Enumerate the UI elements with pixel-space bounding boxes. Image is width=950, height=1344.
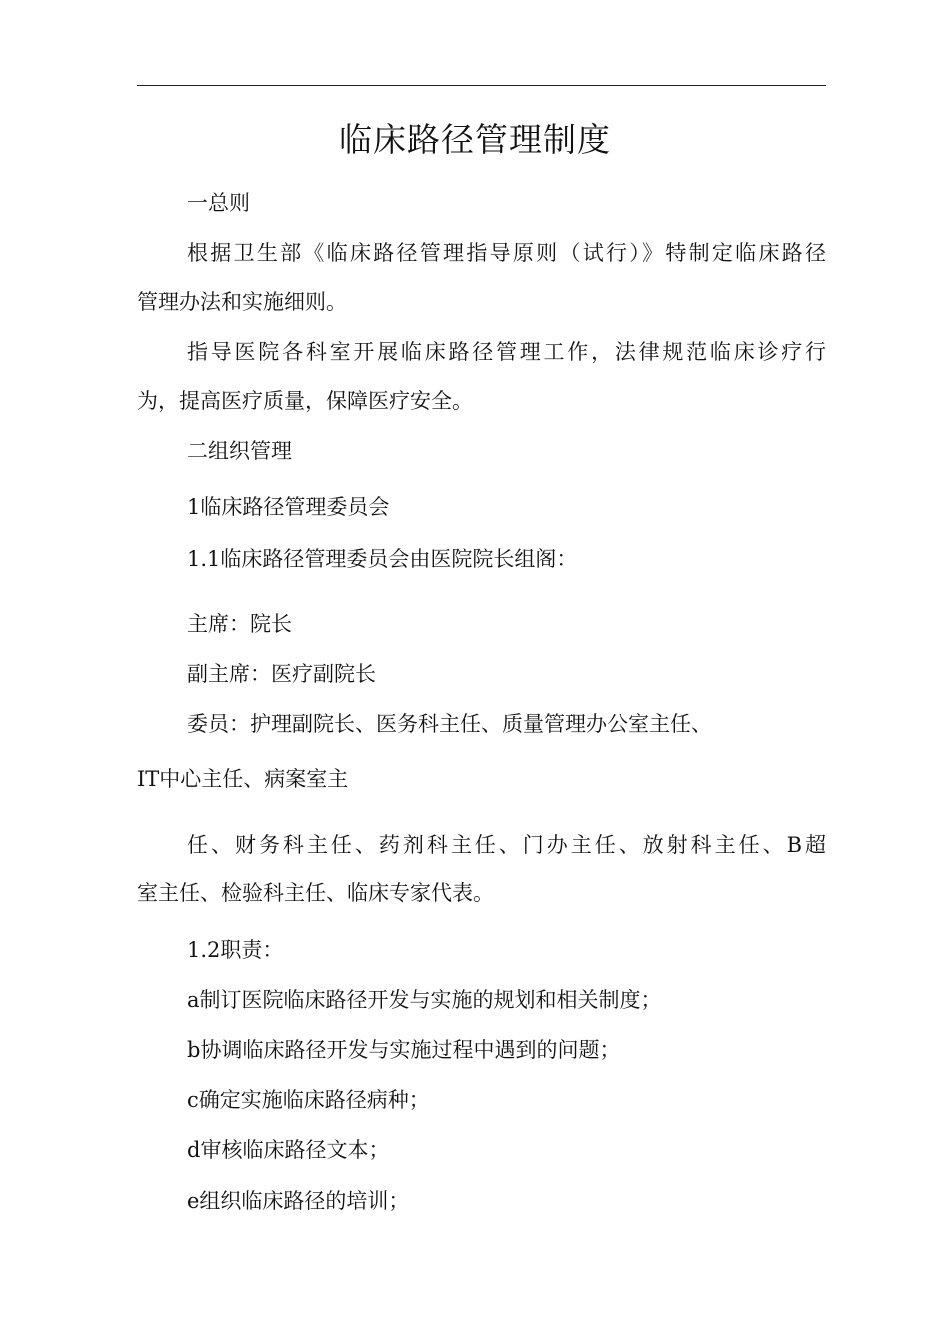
subsection-heading: 1临床路径管理委员会 [187, 495, 390, 519]
paragraph-line: 1.1临床路径管理委员会由医院院长组阁： [187, 547, 578, 571]
section-heading-general: 一总则 [187, 191, 250, 215]
list-item: e组织临床路径的培训； [187, 1189, 410, 1213]
member-line-committee-cont: IT中心主任、病案室主 [137, 767, 349, 791]
paragraph-line: 根据卫生部《临床路径管理指导原则（试行）》特制定临床路径 [187, 241, 826, 265]
member-line-vice-chair: 副主席：医疗副院长 [187, 662, 376, 686]
list-item: a制订医院临床路径开发与实施的规划和相关制度； [187, 988, 662, 1012]
paragraph-line: 指导医院各科室开展临床路径管理工作，法律规范临床诊疗行 [187, 340, 826, 364]
header-rule [137, 85, 826, 86]
subsection-heading-duties: 1.2职责： [187, 938, 284, 962]
paragraph-line: 管理办法和实施细则。 [137, 290, 347, 314]
member-line-committee: 委员：护理副院长、医务科主任、质量管理办公室主任、 [187, 712, 712, 736]
list-item: b协调临床路径开发与实施过程中遇到的问题； [187, 1038, 621, 1062]
member-line-chair: 主席：院长 [187, 612, 292, 636]
paragraph-line: 室主任、检验科主任、临床专家代表。 [137, 881, 494, 905]
paragraph-line: 为，提高医疗质量，保障医疗安全。 [137, 389, 473, 413]
list-item: c确定实施临床路径病种； [187, 1088, 430, 1112]
document-title: 临床路径管理制度 [339, 120, 611, 159]
section-heading-organization: 二组织管理 [187, 439, 292, 463]
paragraph-line: 任、财务科主任、药剂科主任、门办主任、放射科主任、B超 [187, 833, 826, 857]
list-item: d审核临床路径文本； [187, 1138, 390, 1162]
